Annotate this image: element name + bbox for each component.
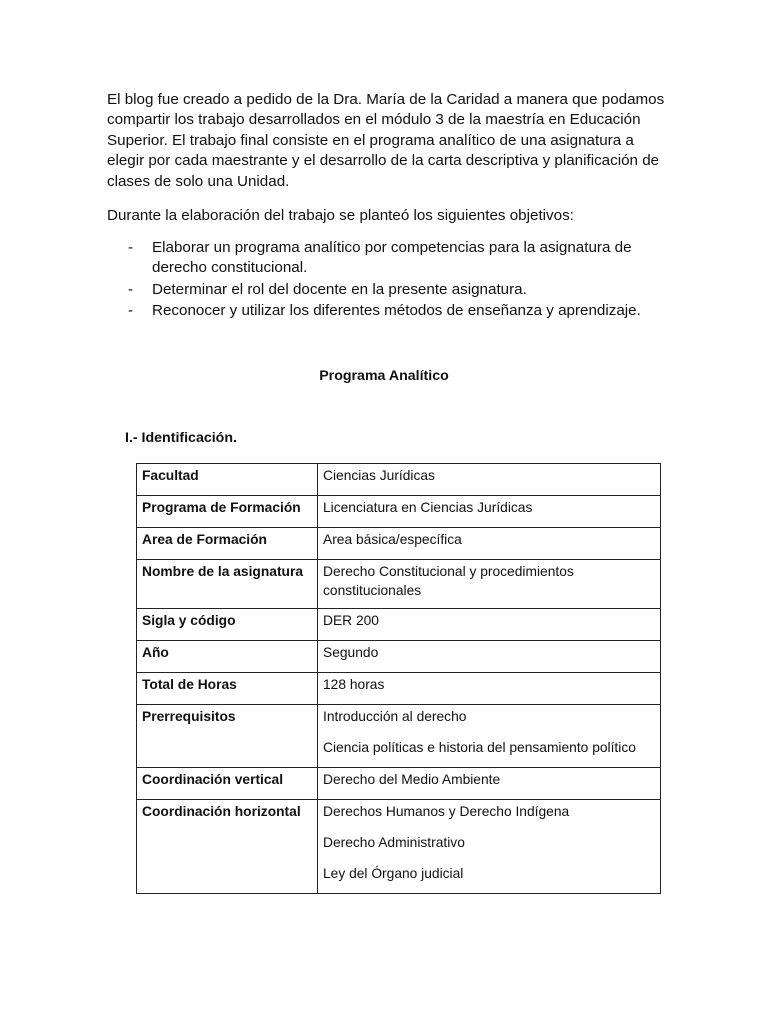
objectives-list xyxy=(107,238,667,323)
row-label: Sigla y código xyxy=(137,609,318,641)
value-line: Derecho Constitucional y procedimientos constitucionales xyxy=(323,564,574,598)
value-line: Ciencias Jurídicas xyxy=(323,468,435,483)
intro-paragraph: El blog fue creado a pedido de la Dra. María de la Caridad a manera que podamos compartir los trabajo desarrollados en el módulo 3 de la maestría en Educación Superior. El trabajo final consiste en el programa analítico de una asignatura a elegir por cada maestrante y el desarrollo de la carta descriptiva y planificación de clases de solo una Unidad. xyxy=(107,91,665,190)
row-value xyxy=(318,496,661,528)
table-row xyxy=(137,768,661,800)
table-row xyxy=(137,800,661,894)
table-row xyxy=(137,464,661,496)
objective-text: Reconocer y utilizar los diferentes métodos de enseñanza y aprendizaje. xyxy=(152,302,641,320)
row-value xyxy=(318,800,661,894)
row-label: Nombre de la asignatura xyxy=(137,560,318,609)
row-label: Programa de Formación xyxy=(137,496,318,528)
value-line: DER 200 xyxy=(323,613,379,628)
objective-item xyxy=(107,301,667,321)
row-value xyxy=(318,705,661,768)
objectives-lead: Durante la elaboración del trabajo se planteó los siguientes objetivos: xyxy=(107,207,574,224)
table-row xyxy=(137,528,661,560)
value-line: Ciencia políticas e historia del pensamiento político xyxy=(323,740,636,755)
value-line: Derecho del Medio Ambiente xyxy=(323,772,501,787)
objective-text: Determinar el rol del docente en la presente asignatura. xyxy=(152,280,527,298)
value-line: Licenciatura en Ciencias Jurídicas xyxy=(323,500,533,515)
table-row xyxy=(137,609,661,641)
row-value xyxy=(318,609,661,641)
table-row xyxy=(137,496,661,528)
value-line: Segundo xyxy=(323,645,379,660)
row-value xyxy=(318,641,661,673)
value-line: Derecho Administrativo xyxy=(323,835,465,850)
bullet-dash: - xyxy=(128,239,134,256)
value-line: Area básica/específica xyxy=(323,532,462,547)
row-label: Coordinación horizontal xyxy=(137,800,318,894)
objective-item xyxy=(107,280,667,300)
row-label: Año xyxy=(137,641,318,673)
row-value xyxy=(318,673,661,705)
subsection-title: I.- Identificación. xyxy=(125,430,237,446)
identification-table xyxy=(136,463,661,894)
value-line: Ley del Órgano judicial xyxy=(323,866,464,881)
row-label: Area de Formación xyxy=(137,528,318,560)
row-label: Facultad xyxy=(137,464,318,496)
table-row xyxy=(137,641,661,673)
objective-text: Elaborar un programa analítico por competencias para la asignatura de derecho constitucional. xyxy=(152,239,632,277)
row-value xyxy=(318,768,661,800)
table-row xyxy=(137,673,661,705)
row-label: Prerrequisitos xyxy=(137,705,318,768)
row-value xyxy=(318,464,661,496)
bullet-dash: - xyxy=(128,280,134,298)
value-line: Introducción al derecho xyxy=(323,709,467,724)
table-row xyxy=(137,705,661,768)
bullet-dash: - xyxy=(128,302,134,320)
section-title: Programa Analítico xyxy=(319,368,449,384)
row-label: Coordinación vertical xyxy=(137,768,318,800)
row-value xyxy=(318,560,661,609)
value-line: Derechos Humanos y Derecho Indígena xyxy=(323,804,570,819)
value-line: 128 horas xyxy=(323,677,385,692)
objective-item xyxy=(107,238,667,279)
row-value xyxy=(318,528,661,560)
row-label: Total de Horas xyxy=(137,673,318,705)
table-row xyxy=(137,560,661,609)
